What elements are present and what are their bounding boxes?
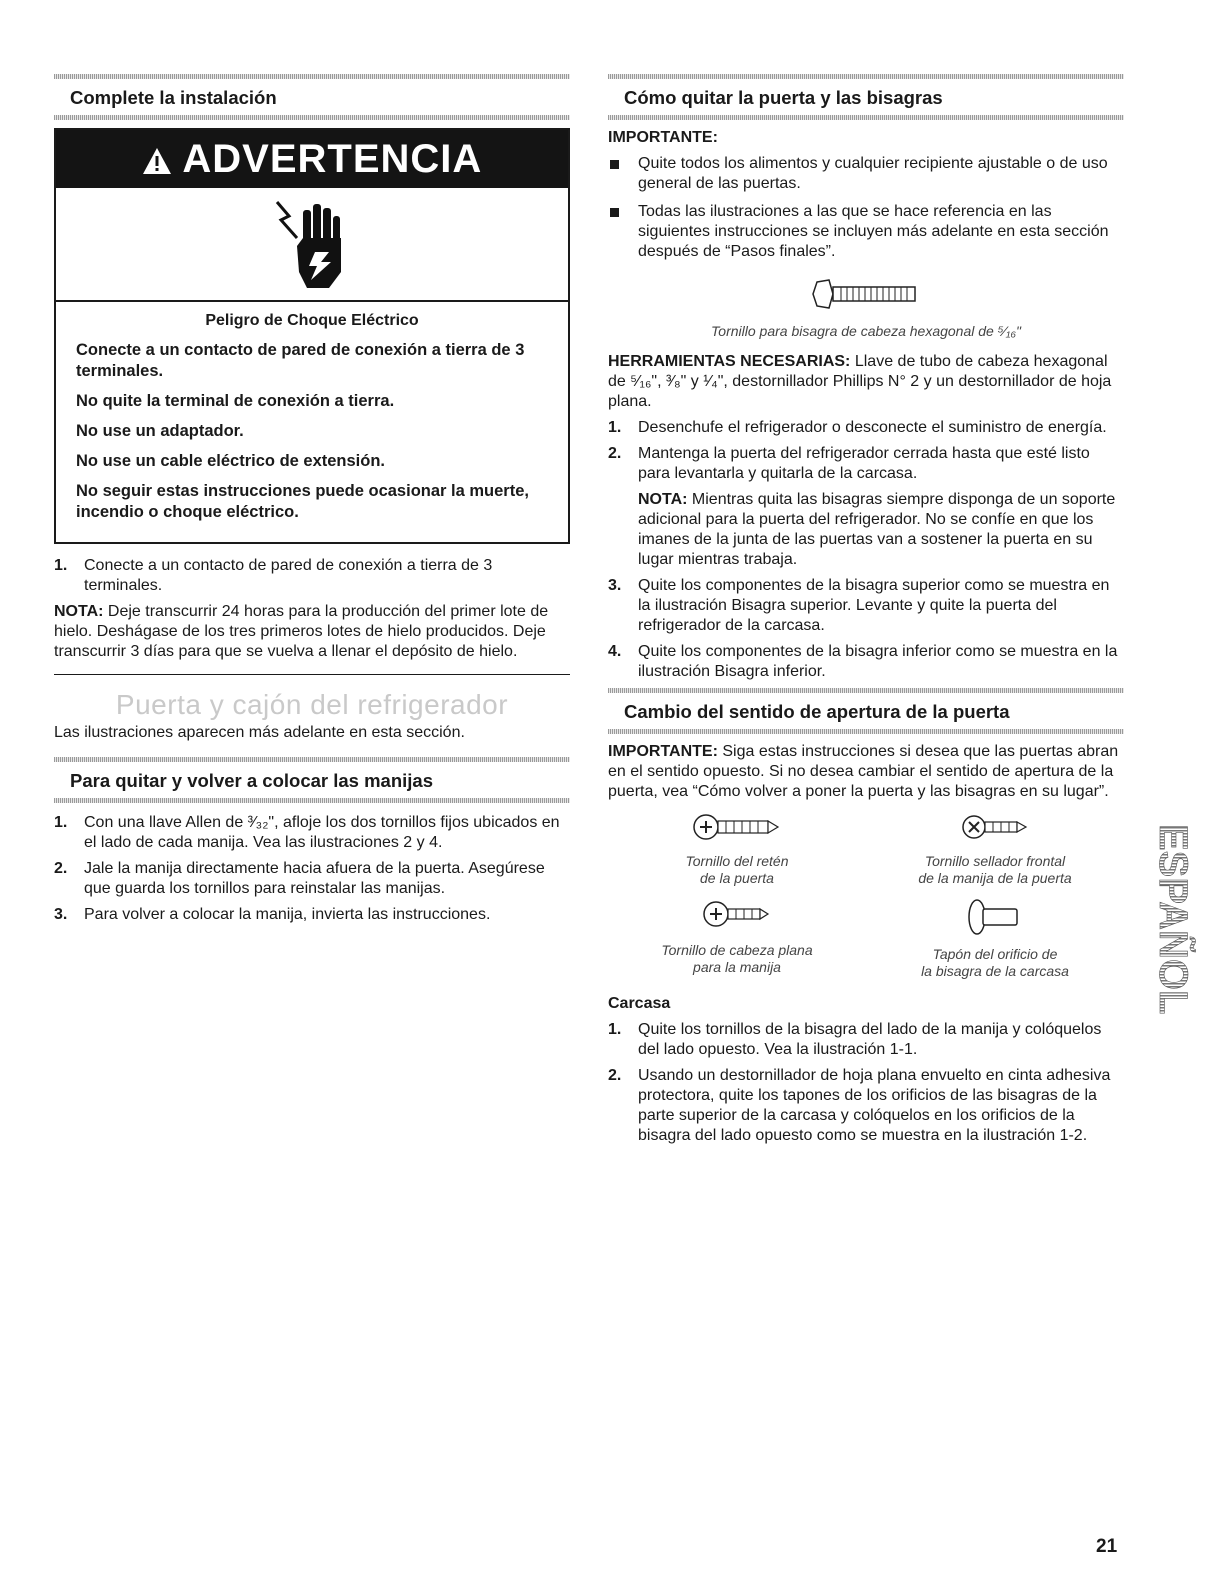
handles-steps: [54, 813, 570, 925]
warning-line: No quite la terminal de conexión a tierra.: [76, 392, 395, 410]
parts-row-1: [608, 812, 1124, 887]
warning-line: No seguir estas instrucciones puede ocasionar la muerte, incendio o choque eléctrico.: [76, 482, 529, 521]
hazard-title: Peligro de Choque Eléctrico: [205, 312, 419, 329]
section-divider: [54, 115, 570, 120]
hex-screw-caption: Tornillo para bisagra de cabeza hexagonal de ⁵⁄₁₆": [711, 323, 1021, 339]
part-front-seal-screw: Tornillo sellador frontal de la manija de la puerta: [866, 812, 1124, 887]
list-item: 2. Mantenga la puerta del refrigerador cerrada hasta que esté listo para levantarla y quitarla de la carcasa. NOTA: Mientras quita las bisagras siempre disponga de un soporte adicional para la puerta del refrigerador. No se confíe en que los imanes de la junta de las puertas van a sostener la puerta en su lugar mientras trabaja.: [608, 444, 1124, 570]
electrical-shock-area: [56, 188, 568, 302]
right-column: [608, 74, 1124, 1152]
part-door-stop-screw: Tornillo del retén de la puerta: [608, 812, 866, 887]
section-divider: [608, 729, 1124, 734]
install-steps: [54, 556, 570, 596]
important-bullets: [608, 154, 1124, 262]
door-removal-steps: [608, 418, 1124, 682]
section-title-reverse-door: Cambio del sentido de apertura de la puerta: [624, 701, 1010, 722]
list-item: 3. Quite los componentes de la bisagra superior como se muestra en la ilustración Bisagra superior. Levante y quite la puerta del refrigerador de la carcasa.: [608, 577, 1110, 634]
list-item: 1. Desenchufe el refrigerador o desconecte el suministro de energía.: [608, 419, 1107, 436]
list-item: 1. Quite los tornillos de la bisagra del lado de la manija y colóquelos del lado opuesto. Vea la ilustración 1-1.: [608, 1021, 1102, 1058]
section-title-complete-installation: Complete la instalación: [70, 87, 277, 108]
warning-title: ADVERTENCIA: [182, 137, 483, 181]
section-title-remove-door: Cómo quitar la puerta y las bisagras: [624, 87, 943, 108]
front-seal-screw-icon: [960, 812, 1030, 842]
list-item: 2. Jale la manija directamente hacia afuera de la puerta. Asegúrese que guarda los tornillos para reinstalar las manijas.: [54, 860, 545, 897]
page-number: 21: [1096, 1536, 1118, 1557]
list-item: 3. Para volver a colocar la manija, invierta las instrucciones.: [54, 906, 491, 923]
step-note: NOTA: Mientras quita las bisagras siempre disponga de un soporte adicional para la puerta del refrigerador. No se confíe en que los imanes de la junta de las puertas van a sostener la puerta en su lugar mientras trabaja.: [638, 491, 1116, 568]
illustrations-note: Las ilustraciones aparecen más adelante en esta sección.: [54, 724, 465, 741]
tools-required: HERRAMIENTAS NECESARIAS: Llave de tubo de cabeza hexagonal de ⁵⁄₁₆", ³⁄₈" y ¹⁄₄", destornillador Phillips N° 2 y un destornillador de hoja plana.: [608, 353, 1112, 410]
part-flat-head-screw: Tornillo de cabeza plana para la manija: [608, 897, 866, 980]
list-item: 1. Conecte a un contacto de pared de conexión a tierra de 3 terminales.: [54, 557, 493, 594]
hex-head-screw-icon: [811, 278, 921, 310]
flat-head-screw-icon: [702, 897, 772, 931]
section-divider: [54, 798, 570, 803]
section-heading-door-drawer: Puerta y cajón del refrigerador: [115, 689, 509, 720]
parts-row-2: [608, 897, 1124, 980]
side-tab-label: ESPAÑOL: [1151, 824, 1195, 1015]
left-column: [54, 74, 570, 931]
warning-triangle-icon: [142, 137, 183, 181]
list-item: Todas las ilustraciones a las que se hace referencia en las siguientes instrucciones se incluyen más adelante en esta sección después de “Pasos finales”.: [608, 202, 1124, 262]
language-side-tab: [1128, 816, 1195, 1056]
electric-shock-hand-icon: [267, 194, 357, 294]
warning-box: [54, 128, 570, 544]
install-note: NOTA: Deje transcurrir 24 horas para la producción del primer lote de hielo. Deshágase de los tres primeros lotes de hielo producidos. Deje transcurrir 3 días para que se vuelva a llenar el depósito de hielo.: [54, 603, 549, 660]
important-label: IMPORTANTE:: [608, 129, 718, 146]
section-title-handles: Para quitar y volver a colocar las manijas: [70, 770, 433, 791]
reverse-important: IMPORTANTE: Siga estas instrucciones si desea que las puertas abran en el sentido opuesto. Si no desea cambiar el sentido de apertura de la puerta, vea “Cómo volver a poner la puerta y las bisagras en su lugar”.: [608, 743, 1119, 800]
list-item: 2. Usando un destornillador de hoja plana envuelto en cinta adhesiva protectora, quite los tapones de los orificios de las bisagras de la parte superior de la carcasa y colóquelos en los orificios de la bisagra del lado opuesto como se muestra en la ilustración 1-2.: [608, 1067, 1111, 1144]
list-item: 1. Con una llave Allen de ³⁄₃₂", afloje los dos tornillos fijos ubicados en el lado de cada manija. Vea las ilustraciones 2 y 4.: [54, 814, 560, 851]
warning-line: No use un adaptador.: [76, 422, 244, 440]
warning-line: No use un cable eléctrico de extensión.: [76, 452, 386, 470]
carcasa-title: Carcasa: [608, 995, 671, 1012]
hinge-hole-plug-icon: [965, 897, 1025, 937]
warning-header: [56, 130, 568, 188]
list-item: Quite todos los alimentos y cualquier recipiente ajustable o de uso general de las puertas.: [608, 154, 1124, 194]
section-divider: [608, 115, 1124, 120]
carcasa-steps: [608, 1020, 1124, 1146]
divider: [54, 674, 570, 675]
hex-screw-figure: [608, 278, 1124, 315]
warning-body: [56, 302, 568, 542]
warning-line: Conecte a un contacto de pared de conexión a tierra de 3 terminales.: [76, 341, 525, 380]
list-item: 4. Quite los componentes de la bisagra inferior como se muestra en la ilustración Bisagra inferior.: [608, 643, 1118, 680]
part-hinge-hole-plug: Tapón del orificio de la bisagra de la carcasa: [866, 897, 1124, 980]
door-stop-screw-icon: [692, 812, 782, 842]
